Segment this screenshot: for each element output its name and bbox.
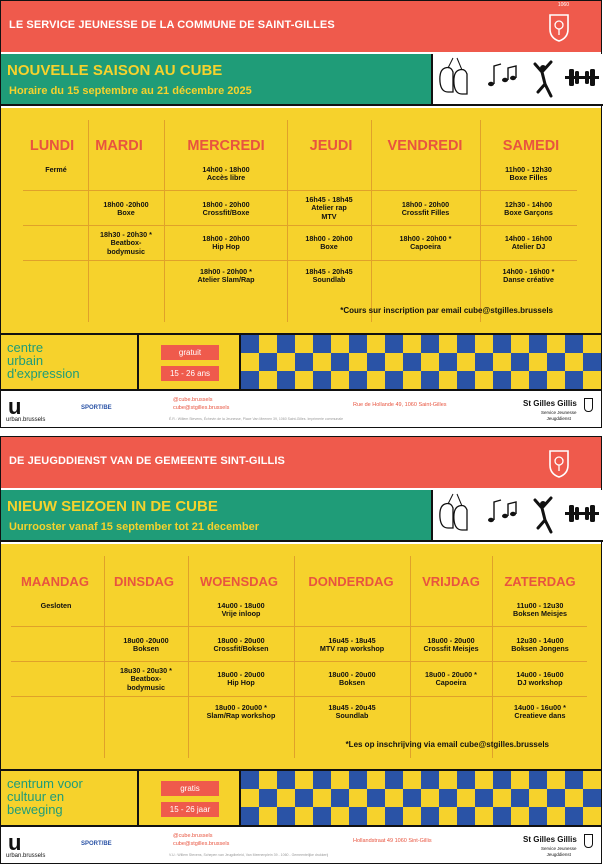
schedule-cell: 12h30 - 14h00 Boxe Garçons xyxy=(504,200,553,218)
urban-brussels-text: urban.brussels xyxy=(6,417,46,423)
schedule-cell: 18h00 - 20h00 * Atelier Slam/Rap xyxy=(197,267,255,285)
barbell-icon xyxy=(565,505,599,522)
music-notes-icon xyxy=(488,64,516,86)
column-divider xyxy=(492,556,493,758)
urban-brussels-logo: u xyxy=(8,830,22,855)
promo-label-box xyxy=(1,335,139,389)
row-divider xyxy=(23,190,577,191)
column-divider xyxy=(287,120,288,322)
column-divider xyxy=(410,556,411,758)
schedule-cell: 18u00 - 20u00 Hip Hop xyxy=(217,670,265,688)
schedule-table xyxy=(1,108,601,333)
banner-text: LE SERVICE JEUNESSE DE LA COMMUNE DE SAINT-GILLES xyxy=(9,19,335,31)
schedule-cell: 18u00 - 20u00 Boksen xyxy=(328,670,376,688)
crest-icon xyxy=(547,9,571,43)
schedule-cell: 12u30 - 14u00 Boksen Jongens xyxy=(511,636,569,654)
boxing-gloves-icon xyxy=(440,58,467,94)
schedule-cell: Fermé xyxy=(45,165,67,174)
day-heading: ZATERDAG xyxy=(504,574,576,589)
schedule-cell: 14h00 - 16h00 * Danse créative xyxy=(502,267,555,285)
schedule-dates: Horaire du 15 septembre au 21 décembre 2025 xyxy=(9,85,252,97)
column-divider xyxy=(188,556,189,758)
promo-label-box xyxy=(1,771,139,825)
row-divider xyxy=(11,661,587,662)
day-heading: MAANDAG xyxy=(21,574,89,589)
row-divider xyxy=(11,626,587,627)
column-divider xyxy=(371,120,372,322)
schedule-cell: Gesloten xyxy=(40,601,72,610)
day-heading: DINSDAG xyxy=(114,574,174,589)
schedule-cell: 14u00 - 18u00 Vrije inloop xyxy=(217,601,265,619)
activity-icons xyxy=(433,54,603,106)
schedule-cell: 14u00 - 16u00 * Creatieve dans xyxy=(514,703,566,721)
schedule-cell: 14u00 - 16u00 DJ workshop xyxy=(516,670,564,688)
schedule-cell: 18h45 - 20h45 Soundlab xyxy=(305,267,353,285)
sport-be-logo: SPORT/BE xyxy=(81,841,112,847)
email-link[interactable]: cube@stgilles.brussels xyxy=(173,405,230,411)
schedule-table xyxy=(1,544,601,769)
column-divider xyxy=(480,120,481,322)
schedule-cell: 18u00 -20u00 Boksen xyxy=(123,636,169,654)
urban-brussels-text: urban.brussels xyxy=(6,853,46,859)
schedule-cell: 18h30 - 20h30 * Beatbox- bodymusic xyxy=(100,230,152,256)
promo-pills xyxy=(139,771,241,825)
instagram-link[interactable]: @cube.brussels xyxy=(173,833,213,839)
season-title: NOUVELLE SAISON AU CUBE xyxy=(7,62,223,79)
contact-info xyxy=(173,396,229,412)
row-divider xyxy=(11,696,587,697)
day-heading: MARDI xyxy=(95,138,143,154)
crest-year: 1060 xyxy=(557,2,569,8)
schedule-cell: 18h00 - 20h00 Crossfit Filles xyxy=(401,200,450,218)
brand-subtitle: Service Jeunesse Jeugddienst xyxy=(541,410,577,421)
promo-label: centrum voor cultuur en beweging xyxy=(7,776,83,817)
schedule-cell: 18u00 - 20u00 Crossfit/Boksen xyxy=(213,636,269,654)
row-divider xyxy=(23,260,577,261)
schedule-cell: 18h00 - 20h00 * Capoeira xyxy=(399,234,452,252)
promo-band xyxy=(1,333,601,391)
free-badge: gratis xyxy=(161,781,219,796)
dancer-icon xyxy=(535,62,551,96)
schedule-cell: 16h45 - 18h45 Atelier rap MTV xyxy=(305,195,353,221)
top-banner xyxy=(1,1,601,52)
registration-note: *Cours sur inscription par email cube@stgilles.brussels xyxy=(340,306,553,315)
registration-note: *Les op inschrijving via email cube@stgilles.brussels xyxy=(345,740,549,749)
footer xyxy=(1,829,601,863)
schedule-cell: 18u00 - 20u00 * Capoeira xyxy=(425,670,477,688)
poster-french xyxy=(0,0,602,428)
column-divider xyxy=(88,120,89,322)
column-divider xyxy=(104,556,105,758)
column-divider xyxy=(164,120,165,322)
schedule-cell: 11u00 - 12u30 Boksen Meisjes xyxy=(513,601,567,619)
promo-label: centre urbain d'expression xyxy=(7,340,80,381)
instagram-link[interactable]: @cube.brussels xyxy=(173,397,213,403)
top-banner xyxy=(1,437,601,488)
checker-pattern xyxy=(241,335,601,389)
schedule-cell: 16u45 - 18u45 MTV rap workshop xyxy=(319,636,385,654)
schedule-cell: 18h00 - 20h00 Hip Hop xyxy=(202,234,250,252)
promo-pills xyxy=(139,335,241,389)
promo-band xyxy=(1,769,601,827)
schedule-cell: 18h00 - 20h00 Boxe xyxy=(305,234,353,252)
age-badge: 15 - 26 jaar xyxy=(161,802,219,817)
schedule-dates: Uurrooster vanaf 15 september tot 21 december xyxy=(9,521,260,533)
brand-subtitle: Service Jeunesse Jeugddienst xyxy=(541,846,577,857)
column-divider xyxy=(294,556,295,758)
urban-brussels-logo: u xyxy=(8,394,22,419)
legal-notice: V.U.: Willem Stevens, Schepen van Jeugdbeleid, Van Meenenplein 39 - 1060 - Gemeentelijke drukkerij xyxy=(169,853,329,857)
sport-be-logo: SPORT/BE xyxy=(81,405,112,411)
age-badge: 15 - 26 ans xyxy=(161,366,219,381)
day-heading: LUNDI xyxy=(29,138,75,154)
schedule-cell: 18h00 - 20h00 Crossfit/Boxe xyxy=(202,200,250,218)
title-bar xyxy=(1,490,433,542)
day-heading: WOENSDAG xyxy=(200,574,278,589)
title-bar xyxy=(1,54,433,106)
legal-notice: É.R.: Willem Stevens, Échevin de la Jeunesse, Place Van Meenen 39, 1060 Saint-Gilles. Imprimerie communale xyxy=(169,417,344,421)
schedule-cell: 18h00 -20h00 Boxe xyxy=(103,200,149,218)
day-heading: SAMEDI xyxy=(502,138,560,154)
address: Hollandstraat 49 1060 Sint-Gillis xyxy=(353,838,432,844)
shield-icon xyxy=(584,398,593,412)
footer xyxy=(1,393,601,427)
crest-icon xyxy=(547,445,571,479)
boxing-gloves-icon xyxy=(440,494,467,530)
day-heading: DONDERDAG xyxy=(308,574,394,589)
barbell-icon xyxy=(565,69,599,86)
day-heading: VENDREDI xyxy=(387,138,463,154)
address: Rue de Hollande 49, 1060 Saint-Gilles xyxy=(353,402,447,408)
schedule-cell: 18u30 - 20u30 * Beatbox- bodymusic xyxy=(120,666,172,692)
shield-icon xyxy=(584,834,593,848)
banner-text: DE JEUGDDIENST VAN DE GEMEENTE SINT-GILLIS xyxy=(9,455,285,467)
schedule-cell: 14h00 - 18h00 Accès libre xyxy=(202,165,250,183)
email-link[interactable]: cube@stgilles.brussels xyxy=(173,841,230,847)
music-notes-icon xyxy=(488,500,516,522)
dancer-icon xyxy=(535,498,551,532)
day-heading: VRIJDAG xyxy=(422,574,480,589)
season-title: NIEUW SEIZOEN IN DE CUBE xyxy=(7,498,218,515)
row-divider xyxy=(23,225,577,226)
day-heading: MERCREDI xyxy=(187,138,265,154)
schedule-cell: 14h00 - 16h00 Atelier DJ xyxy=(504,234,553,252)
schedule-cell: 18u00 - 20u00 * Slam/Rap workshop xyxy=(206,703,276,721)
free-badge: gratuit xyxy=(161,345,219,360)
checker-pattern xyxy=(241,771,601,825)
activity-icons xyxy=(433,490,603,542)
schedule-cell: 11h00 - 12h30 Boxe Filles xyxy=(505,165,552,183)
st-gilles-logo: St Gilles Gillis xyxy=(523,835,577,844)
schedule-cell: 18u00 - 20u00 Crossfit Meisjes xyxy=(423,636,479,654)
st-gilles-logo: St Gilles Gillis xyxy=(523,399,577,408)
day-heading: JEUDI xyxy=(309,138,353,154)
contact-info xyxy=(173,832,229,848)
poster-dutch xyxy=(0,436,602,864)
schedule-cell: 18u45 - 20u45 Soundlab xyxy=(328,703,376,721)
